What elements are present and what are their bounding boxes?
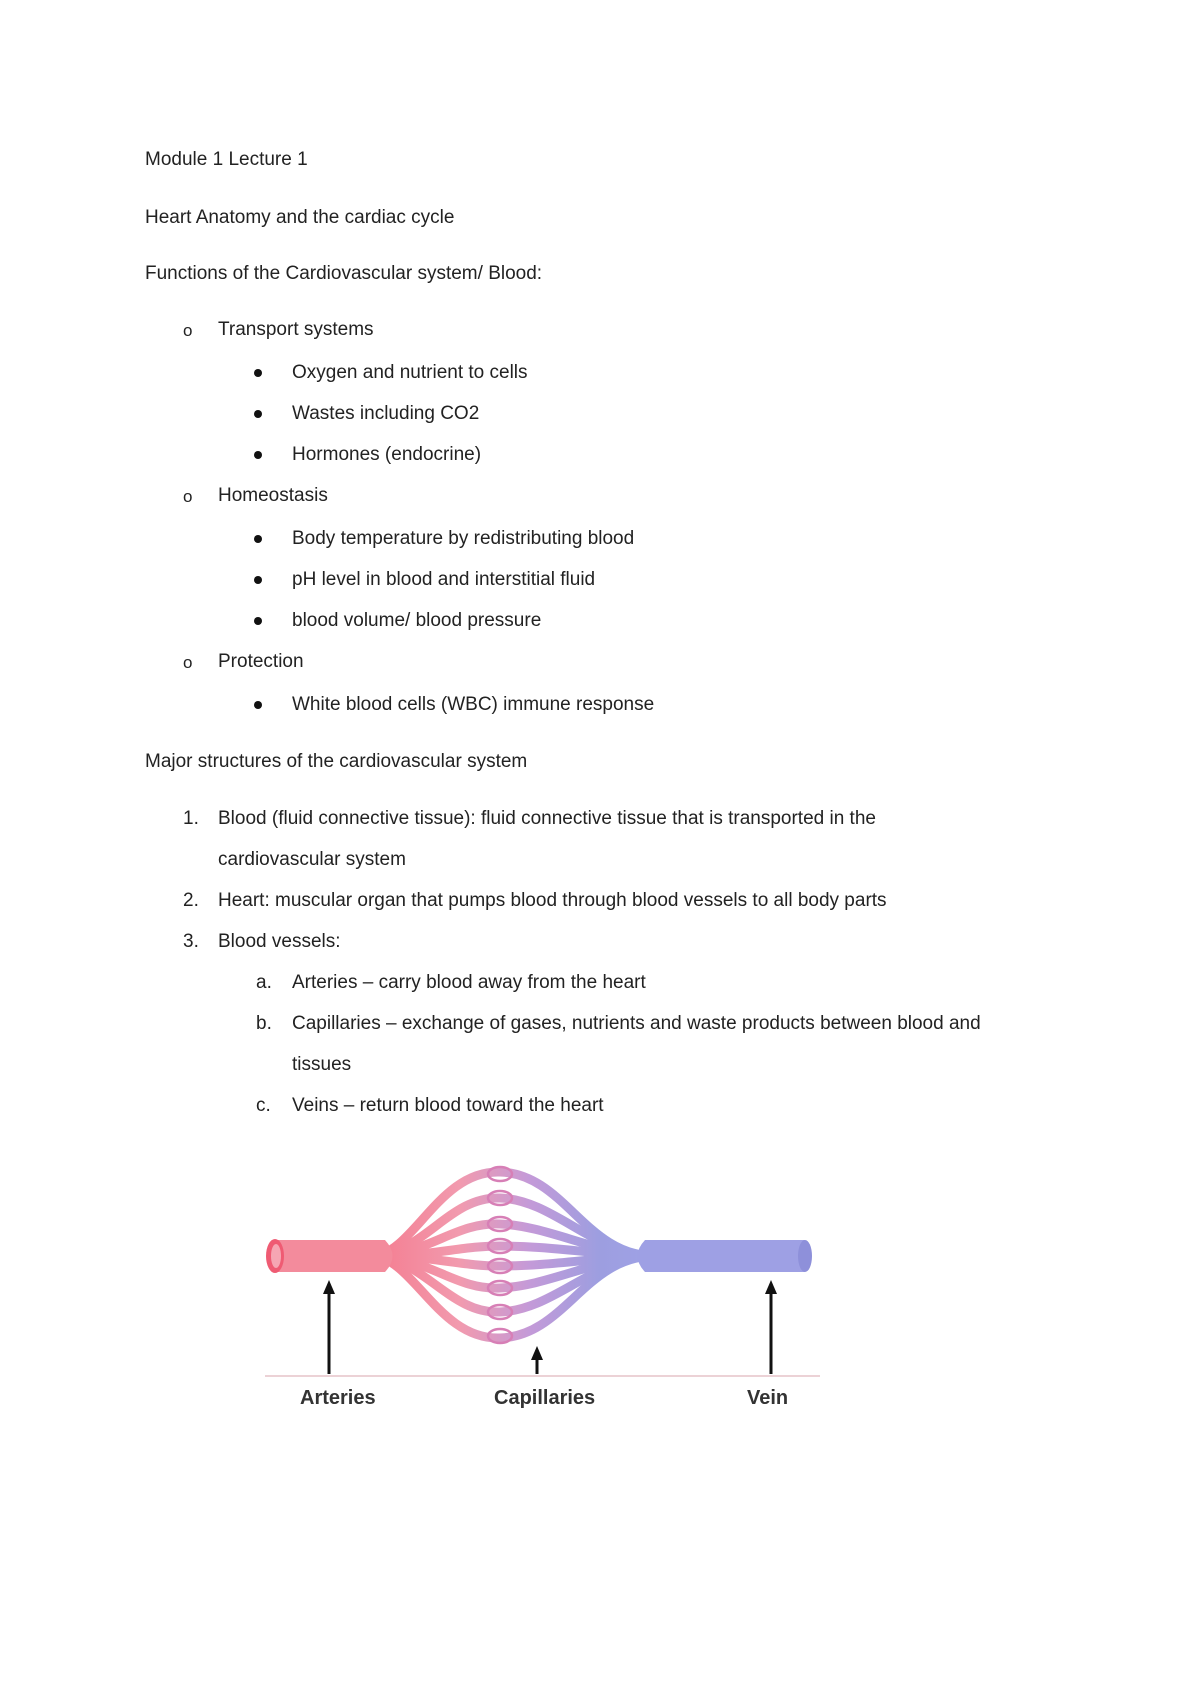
- functions-heading: Functions of the Cardiovascular system/ Blood:: [145, 263, 543, 284]
- sublist-item: Arteries – carry blood away from the heart: [292, 972, 646, 993]
- bullet-icon: [254, 451, 262, 459]
- artery-vessel: [266, 1239, 393, 1273]
- sublist-letter: c.: [256, 1095, 271, 1116]
- group-label-protection: Protection: [218, 651, 304, 672]
- label-capillaries: Capillaries: [494, 1387, 596, 1409]
- label-arteries: Arteries: [300, 1387, 376, 1409]
- list-item-continuation: cardiovascular system: [218, 849, 406, 870]
- label-vein: Vein: [747, 1387, 789, 1409]
- arrow-icon: [765, 1280, 777, 1374]
- list-item: Blood vessels:: [218, 931, 341, 952]
- document-title: Module 1 Lecture 1: [145, 149, 308, 170]
- list-item: Hormones (endocrine): [292, 444, 482, 465]
- group-label-transport: Transport systems: [218, 319, 374, 340]
- list-item: Blood (fluid connective tissue): fluid connective tissue that is transported in the: [218, 808, 876, 829]
- list-item: pH level in blood and interstitial fluid: [292, 569, 596, 590]
- list-number: 2.: [183, 890, 199, 911]
- document-subtitle: Heart Anatomy and the cardiac cycle: [145, 207, 455, 228]
- list-marker: o: [183, 653, 193, 672]
- group-label-homeostasis: Homeostasis: [218, 485, 328, 506]
- sublist-item: Capillaries – exchange of gases, nutrients and waste products between blood and: [292, 1013, 981, 1034]
- list-item: Wastes including CO2: [292, 403, 480, 424]
- bullet-icon: [254, 369, 262, 377]
- list-item: Heart: muscular organ that pumps blood through blood vessels to all body parts: [218, 890, 887, 911]
- sublist-item: Veins – return blood toward the heart: [292, 1095, 604, 1116]
- list-number: 3.: [183, 931, 199, 952]
- sublist-letter: b.: [256, 1013, 272, 1034]
- structures-heading: Major structures of the cardiovascular system: [145, 751, 528, 772]
- blood-vessel-diagram: [265, 1160, 820, 1430]
- arrow-icon: [323, 1280, 335, 1374]
- arrow-icon: [531, 1346, 543, 1374]
- list-marker: o: [183, 321, 193, 340]
- list-item: White blood cells (WBC) immune response: [292, 694, 655, 715]
- bullet-icon: [254, 410, 262, 418]
- vein-vessel: [638, 1240, 813, 1272]
- list-number: 1.: [183, 808, 199, 829]
- list-item: Body temperature by redistributing blood: [292, 528, 635, 549]
- capillary-network: [375, 1172, 655, 1338]
- capillary-rings: [488, 1167, 512, 1343]
- sublist-item-continuation: tissues: [292, 1054, 352, 1075]
- bullet-icon: [254, 535, 262, 543]
- sublist-letter: a.: [256, 972, 272, 993]
- bullet-icon: [254, 701, 262, 709]
- list-item: Oxygen and nutrient to cells: [292, 362, 528, 383]
- bullet-icon: [254, 576, 262, 584]
- list-item: blood volume/ blood pressure: [292, 610, 542, 631]
- bullet-icon: [254, 617, 262, 625]
- list-marker: o: [183, 487, 193, 506]
